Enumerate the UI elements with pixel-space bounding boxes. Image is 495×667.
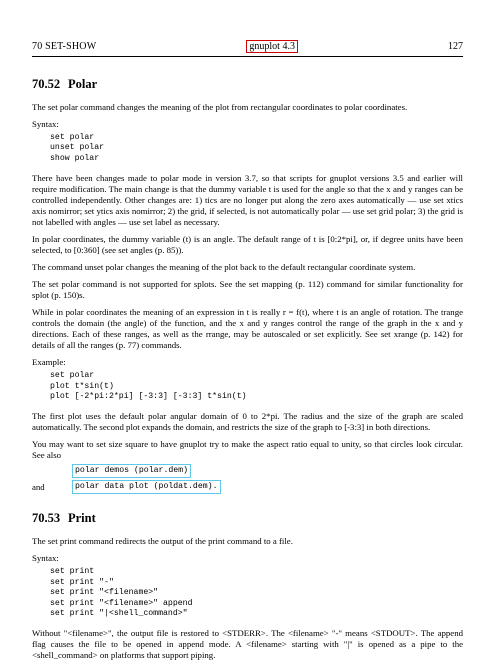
paragraph-print-intro: The set print command redirects the output of the print command to a file. [32,536,293,547]
paragraph-print-details: Without "<filename>", the output file is restored to <STDERR>. The <filename> "-" means <STDOUT>. The append flag causes the file to be opened in append mode. A <filename> starting with "|" is opened as a pipe to the <shell_command> on platforms that support piping. [32,628,463,661]
running-header [32,40,463,53]
demo-links [32,463,463,495]
section-number: 70.53 [32,511,61,526]
example-code-block: set polar plot t*sin(t) plot [-2*pi:2*pi] [-3:3] [-3:3] t*sin(t) [50,371,247,402]
header-link[interactable]: gnuplot 4.3 [246,40,298,53]
paragraph-changes: There have been changes made to polar mode in version 3.7, so that scripts for gnuplot versions 3.5 and earlier will require modification. The main change is that the dummy variable t is used for the angle so that the x and y ranges can be controlled independently. Other changes are: 1) tics are no longer put along the zero axes automatically — use set xtics axis nomirror; set ytics axis nomirror; 2) the grid, if selected, is not automatically polar — use set grid polar; 3) the grid is not labelled with angles — use set label as necessary. [32,173,463,228]
and-label: and [32,482,45,493]
header-section: 70 SET-SHOW [32,41,97,52]
section-number: 70.52 [32,77,61,91]
page-number: 127 [448,41,463,52]
section-heading-polar [32,77,463,91]
paragraph-intro: The set polar command changes the meaning of the plot from rectangular coordinates to polar coordinates. [32,102,408,112]
print-syntax-code-block: set print set print "-" set print "<filename>" set print "<filename>" append set print "|<shell_command>" [50,567,193,619]
paragraph-unset-polar: The command unset polar changes the meaning of the plot back to the default rectangular coordinate system. [32,262,416,273]
paragraph-splot: The set polar command is not supported for splots. See the set mapping (p. 112) command for similar functionality for splot (p. 150)s. [32,279,463,301]
syntax-label: Syntax: [32,119,59,129]
paragraph-ranges: While in polar coordinates the meaning of an expression in t is really r = f(t), where t is an angle of rotation. The trange controls the domain (the angle) of the function, and the x and y ranges control the range of the graph in the x and y directions. Each of these ranges, as well as the rrange, may be autoscaled or set explicitly. See set xrange (p. 142) for details of all the ranges (p. 77) commands. [32,307,463,351]
header-rule [32,56,463,57]
example-label: Example: [32,357,66,368]
syntax-code-block: set polar unset polar show polar [50,133,105,163]
paragraph-first-plot: The first plot uses the default polar angular domain of 0 to 2*pi. The radius and the size of the graph are scaled automatically. The second plot expands the domain, and restricts the size of the graph to [-3:3] in both directions. [32,411,463,433]
section-heading-print [32,511,463,525]
demo-link-polar[interactable]: polar demos (polar.dem) [72,464,191,478]
page [32,40,463,667]
syntax-label: Syntax: [32,553,59,564]
paragraph-dummy-variable: In polar coordinates, the dummy variable (t) is an angle. The default range of t is [0:2*pi], or, if degree units have been selected, to [0:360] (see set angles (p. 85)). [32,234,463,256]
section-title: Print [68,511,96,526]
section-title: Polar [68,77,98,91]
demo-link-poldat[interactable]: polar data plot (poldat.dem). [72,480,221,494]
paragraph-size-square: You may want to set size square to have gnuplot try to make the aspect ratio equal to unity, so that circles look circular. See also [32,439,463,461]
